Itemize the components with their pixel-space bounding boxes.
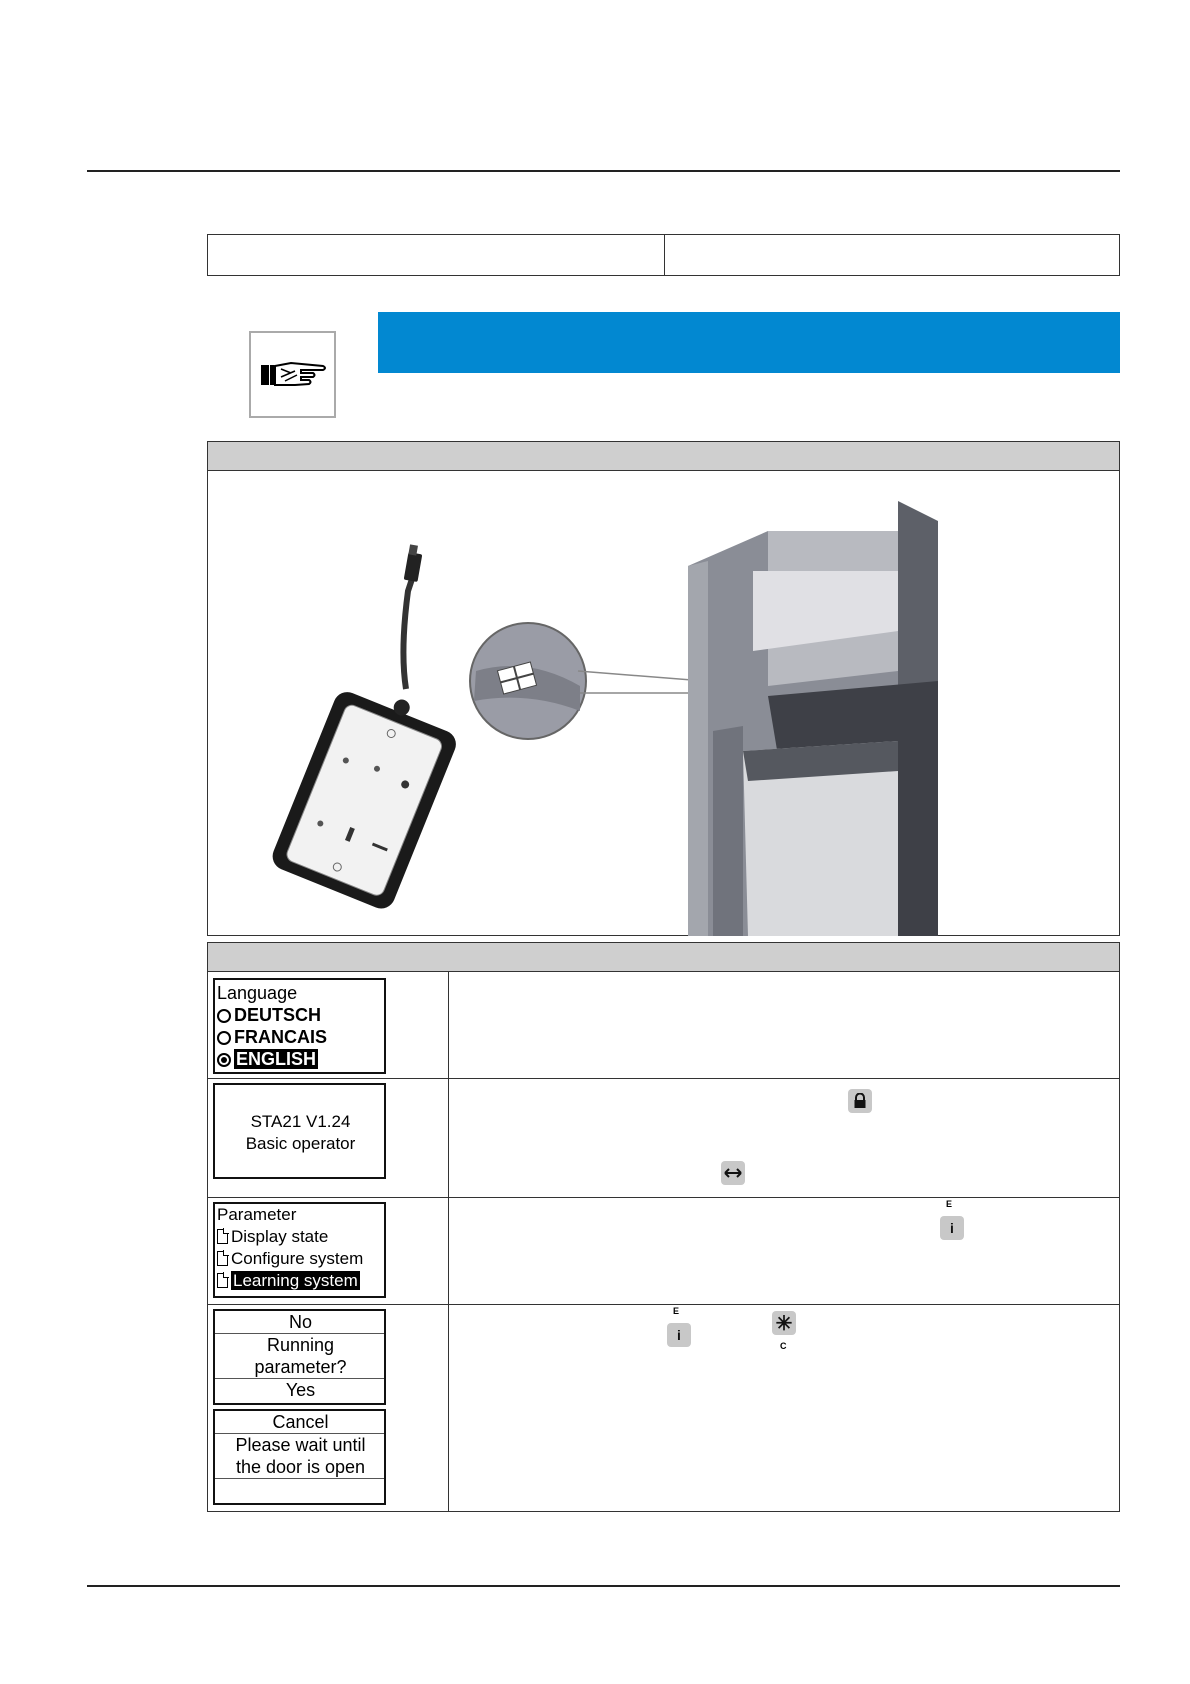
lcd-option-selected: ENGLISH (215, 1048, 384, 1070)
lcd-message: the door is open (235, 1457, 366, 1477)
lcd-message: parameter? (254, 1357, 347, 1377)
step-cell-display (208, 1079, 449, 1197)
lcd-language (213, 978, 386, 1074)
lcd-menu-item: Display state (215, 1226, 384, 1248)
enter-key-label: E (946, 1199, 953, 1209)
lcd-version-line: STA21 V1.24 (250, 1112, 351, 1131)
steps-header (208, 943, 1119, 972)
figure-illustration (208, 471, 1119, 936)
header-cell-right (665, 235, 1119, 275)
note-hand-icon (249, 331, 336, 418)
service-device (268, 676, 465, 913)
step-row-parameter (208, 1197, 1119, 1304)
document-icon (217, 1229, 228, 1244)
lcd-option: No (288, 1312, 312, 1332)
step-cell-text (449, 1305, 1119, 1511)
lcd-wait (213, 1409, 386, 1505)
document-icon (217, 1273, 228, 1288)
lock-key-icon (848, 1089, 872, 1113)
document-icon (217, 1251, 228, 1266)
step-cell-text (449, 972, 1119, 1078)
lcd-title: Language (217, 983, 298, 1003)
header-rule (87, 170, 1120, 172)
lcd-confirm (213, 1309, 386, 1405)
open-close-key-icon (721, 1161, 745, 1185)
step-cell-display (208, 1305, 449, 1511)
enter-key-label: E (673, 1306, 680, 1316)
lcd-message: Running (266, 1335, 335, 1355)
step-cell-text (449, 1079, 1119, 1197)
lcd-title: Parameter (217, 1205, 297, 1224)
step-row-language (208, 972, 1119, 1078)
radio-selected-icon (217, 1053, 231, 1067)
lcd-option: FRANCAIS (215, 1026, 384, 1048)
note-bar (378, 312, 1120, 373)
clear-key-label: C (780, 1341, 787, 1351)
lcd-parameter (213, 1202, 386, 1298)
radio-icon (217, 1009, 231, 1023)
lcd-divider (215, 1478, 384, 1479)
step-cell-text (449, 1198, 1119, 1304)
asterisk-key-icon: ✳ (772, 1311, 796, 1335)
info-key-icon: i (940, 1216, 964, 1240)
step-cell-display (208, 1198, 449, 1304)
step-row-learning (208, 1304, 1119, 1511)
step-row-version (208, 1078, 1119, 1197)
radio-icon (217, 1031, 231, 1045)
steps-table (207, 942, 1120, 1512)
lcd-option: Cancel (272, 1412, 329, 1432)
footer-rule (87, 1585, 1120, 1587)
lcd-menu-item: Configure system (215, 1248, 384, 1270)
figure-header (208, 442, 1119, 471)
lcd-menu-item-selected: Learning system (215, 1270, 384, 1292)
step-cell-display (208, 972, 449, 1078)
header-table (207, 234, 1120, 276)
lcd-option: DEUTSCH (215, 1004, 384, 1026)
figure-box (207, 441, 1120, 936)
lcd-option: Yes (285, 1380, 316, 1400)
header-cell-left (208, 235, 665, 275)
lcd-version-line: Basic operator (245, 1134, 356, 1153)
info-key-icon: i (667, 1323, 691, 1347)
lcd-message: Please wait until (235, 1435, 366, 1455)
lcd-version (213, 1083, 386, 1179)
